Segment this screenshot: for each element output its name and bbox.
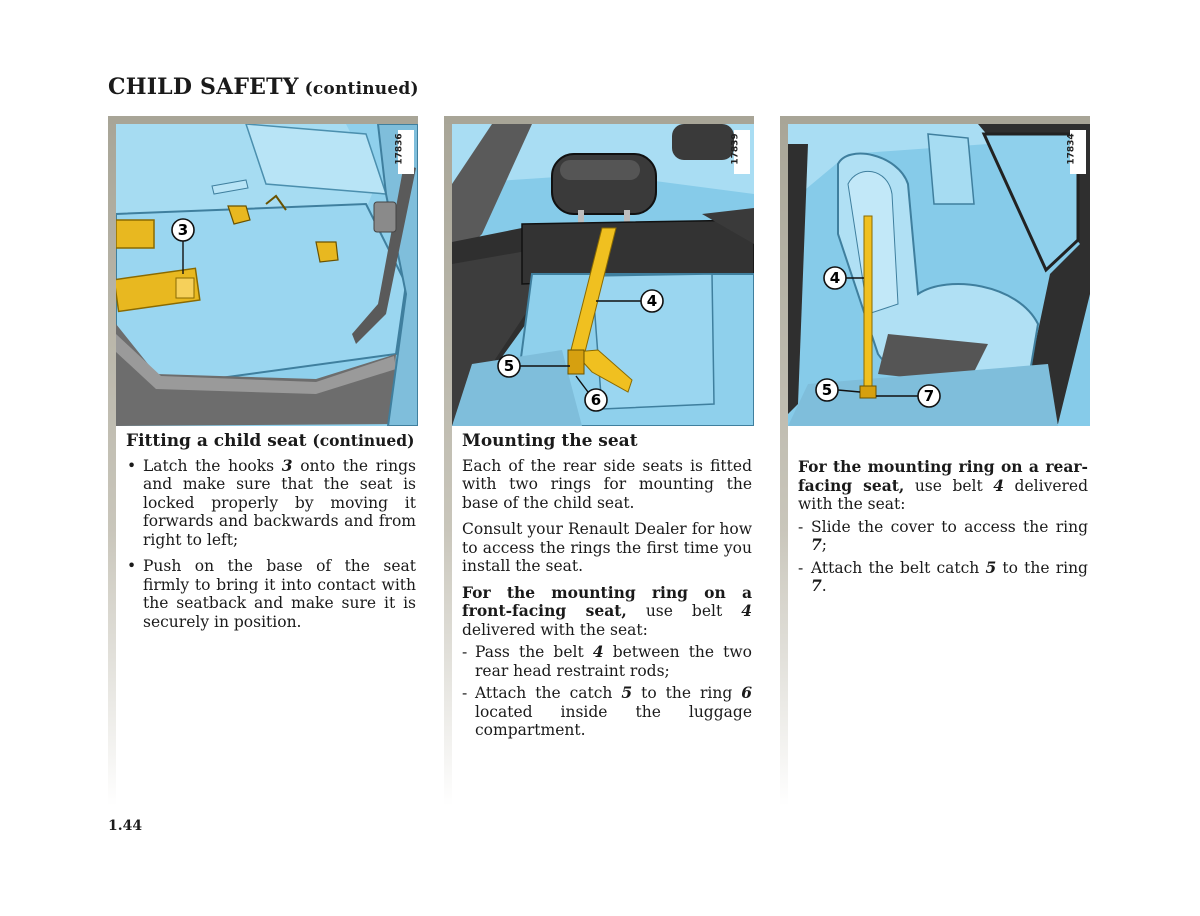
callout-3-label: 3 [177, 221, 189, 239]
figure-seat-base [116, 124, 418, 426]
page-title-text: CHILD SAFETY [108, 74, 299, 100]
callout-6-label: 6 [590, 391, 602, 409]
column-text [126, 432, 416, 639]
column-top-rule [780, 116, 1090, 124]
list-item: - Attach the belt catch 5 to the ring 7. [798, 557, 1088, 595]
list-item: • Latch the hooks 3 onto the rings and make sure that the seat is locked properly by moving it forwards and backwards and from right to left; [127, 455, 416, 549]
list-item: - Attach the catch 5 to the ring 6 located inside the luggage compartment. [462, 683, 752, 739]
page-title-continued: (continued) [304, 79, 419, 99]
list-item: • Push on the base of the seat firmly to bring it into contact with the seatback and make sure it is securely in position. [127, 557, 416, 631]
column-side-bar [444, 116, 452, 806]
list-item: - Pass the belt 4 between the two rear head restraint rods; [462, 642, 752, 680]
paragraph: Consult your Renault Dealer for how to access the rings the first time you install the seat. [462, 520, 752, 575]
callout-7-label: 7 [923, 387, 935, 405]
column-mounting [444, 116, 754, 806]
page-title [108, 74, 419, 100]
belt-intro: For the mounting ring on a rear-facing seat, use belt 4 delivered with the seat: [798, 457, 1089, 513]
page-number: 1.44 [108, 818, 143, 834]
section-heading: Fitting a child seat (continued) [126, 431, 415, 451]
column-top-rule [444, 116, 754, 124]
bullet-list [126, 457, 416, 632]
column-side-bar [780, 116, 788, 806]
callout-5-label: 5 [503, 357, 515, 375]
belt-intro: For the mounting ring on a front-facing seat, use belt 4 delivered with the seat: [462, 582, 752, 639]
figure-front-facing [452, 124, 754, 426]
column-top-rule [108, 116, 418, 124]
list-item: - Slide the cover to access the ring 7; [798, 517, 1088, 554]
figure-rear-facing [788, 124, 1090, 426]
seat-base-illustration [116, 124, 418, 426]
rear-facing-illustration [788, 124, 1090, 426]
section-heading: Mounting the seat [462, 431, 638, 451]
dash-list [798, 518, 1088, 596]
figure-code: 17839 [734, 130, 750, 174]
figure-code: 17834 [1070, 130, 1086, 174]
callout-5-label: 5 [821, 381, 833, 399]
column-text [798, 458, 1088, 600]
figure-code: 17836 [398, 130, 414, 174]
column-side-bar [108, 116, 116, 806]
callout-4-label: 4 [646, 292, 658, 310]
paragraph: Each of the rear side seats is fitted with two rings for mounting the base of the child seat. [462, 456, 752, 512]
callout-4-label: 4 [829, 269, 841, 287]
dash-list [462, 643, 752, 740]
front-facing-illustration [452, 124, 754, 426]
column-fitting [108, 116, 418, 806]
column-text [462, 432, 752, 744]
column-rear-facing [780, 116, 1090, 806]
